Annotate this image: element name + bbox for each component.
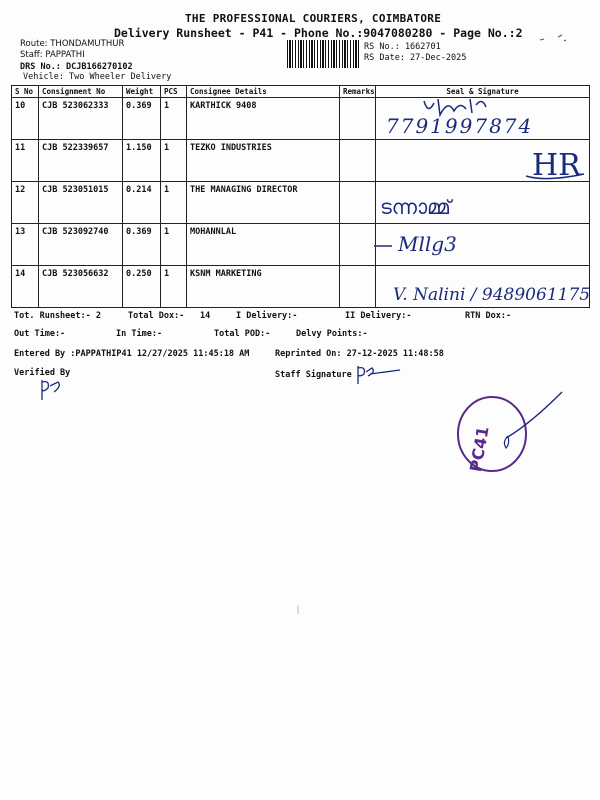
cell-weight: 0.369 bbox=[123, 224, 161, 266]
table-row bbox=[12, 182, 590, 224]
ii-delivery-label: II Delivery:- bbox=[345, 311, 412, 321]
i-delivery-label: I Delivery:- bbox=[236, 311, 298, 321]
cell-sno: 12 bbox=[12, 182, 39, 224]
cell-consignee: KSNM MARKETING bbox=[187, 266, 340, 308]
cell-remarks bbox=[340, 98, 376, 140]
cell-pcs: 1 bbox=[161, 266, 187, 308]
delvy-points-label: Delvy Points:- bbox=[296, 329, 368, 339]
table-row bbox=[12, 140, 590, 182]
reprinted-on: Reprinted On: 27-12-2025 11:48:58 bbox=[275, 349, 444, 359]
cell-weight: 0.369 bbox=[123, 98, 161, 140]
col-consignee: Consignee Details bbox=[187, 86, 340, 98]
cell-consignee: MOHANNLAL bbox=[187, 224, 340, 266]
rtn-dox-label: RTN Dox:- bbox=[465, 311, 512, 321]
cell-consignment: CJB 523056632 bbox=[39, 266, 123, 308]
cell-pcs: 1 bbox=[161, 140, 187, 182]
rs-number: RS No.: 1662701 bbox=[364, 42, 441, 52]
cell-sno: 13 bbox=[12, 224, 39, 266]
verified-initials-icon bbox=[36, 378, 66, 402]
in-time-label: In Time:- bbox=[116, 329, 163, 339]
drs-number: DRS No.: DCJB166270102 bbox=[20, 62, 133, 72]
pen-mark-icon bbox=[538, 32, 568, 46]
total-pod-label: Total POD:- bbox=[214, 329, 271, 339]
signature-row-12: ടന്നാമ്മ് bbox=[380, 195, 451, 219]
cell-pcs: 1 bbox=[161, 98, 187, 140]
staff-initials-icon bbox=[354, 364, 404, 386]
cell-consignment: CJB 523062333 bbox=[39, 98, 123, 140]
barcode bbox=[287, 40, 361, 68]
cell-pcs: 1 bbox=[161, 182, 187, 224]
cell-weight: 0.250 bbox=[123, 266, 161, 308]
signature-row-14: V. Nalini / 9489061175 bbox=[393, 285, 591, 305]
vehicle-label: Vehicle: Two Wheeler Delivery bbox=[23, 72, 172, 82]
cell-sno: 11 bbox=[12, 140, 39, 182]
route-label: Route: THONDAMUTHUR bbox=[20, 39, 125, 49]
company-title: THE PROFESSIONAL COURIERS, COIMBATORE bbox=[185, 12, 442, 25]
cell-weight: 0.214 bbox=[123, 182, 161, 224]
verified-by-label: Verified By bbox=[14, 368, 71, 378]
col-remarks: Remarks bbox=[340, 86, 376, 98]
cell-pcs: 1 bbox=[161, 224, 187, 266]
dash-mark-icon bbox=[372, 242, 396, 250]
tot-runsheet: Tot. Runsheet:- 2 bbox=[14, 311, 101, 321]
cell-remarks bbox=[340, 140, 376, 182]
cell-consignment: CJB 523092740 bbox=[39, 224, 123, 266]
col-consignment: Consignment No bbox=[39, 86, 123, 98]
cell-remarks bbox=[340, 224, 376, 266]
cell-consignee: THE MANAGING DIRECTOR bbox=[187, 182, 340, 224]
col-pcs: PCS bbox=[161, 86, 187, 98]
table-row bbox=[12, 224, 590, 266]
col-weight: Weight bbox=[123, 86, 161, 98]
out-time-label: Out Time:- bbox=[14, 329, 66, 339]
cell-sno: 10 bbox=[12, 98, 39, 140]
stamp-text: PC41 bbox=[466, 424, 493, 474]
signature-underline-icon bbox=[526, 168, 586, 184]
runsheet-subtitle: Delivery Runsheet - P41 - Phone No.:9047080280 - Page No.:2 bbox=[114, 26, 523, 40]
rs-date: RS Date: 27-Dec-2025 bbox=[364, 53, 467, 63]
signature-row-11: HR bbox=[532, 148, 581, 183]
table-header-row bbox=[12, 86, 590, 98]
cell-consignment: CJB 523051015 bbox=[39, 182, 123, 224]
cell-consignment: CJB 522339657 bbox=[39, 140, 123, 182]
cell-remarks bbox=[340, 266, 376, 308]
entered-by: Entered By :PAPPATHIP41 12/27/2025 11:45:18 AM bbox=[14, 349, 250, 359]
total-dox-label: Total Dox:- bbox=[128, 311, 185, 321]
total-dox-value: 14 bbox=[200, 311, 211, 321]
cell-consignee: TEZKO INDUSTRIES bbox=[187, 140, 340, 182]
cell-sno: 14 bbox=[12, 266, 39, 308]
col-signature: Seal & Signature bbox=[376, 86, 590, 98]
pc41-stamp-icon bbox=[450, 384, 570, 494]
staff-signature-label: Staff Signature bbox=[275, 370, 352, 380]
signature-row-13: Mllg3 bbox=[398, 232, 457, 256]
fold-mark-icon bbox=[296, 605, 300, 615]
staff-label: Staff: PAPPATHI bbox=[20, 50, 85, 60]
signature-row-10: 7791997874 bbox=[386, 114, 534, 138]
col-sno: S No bbox=[12, 86, 39, 98]
cell-consignee: KARTHICK 9408 bbox=[187, 98, 340, 140]
cell-weight: 1.150 bbox=[123, 140, 161, 182]
cell-remarks bbox=[340, 182, 376, 224]
